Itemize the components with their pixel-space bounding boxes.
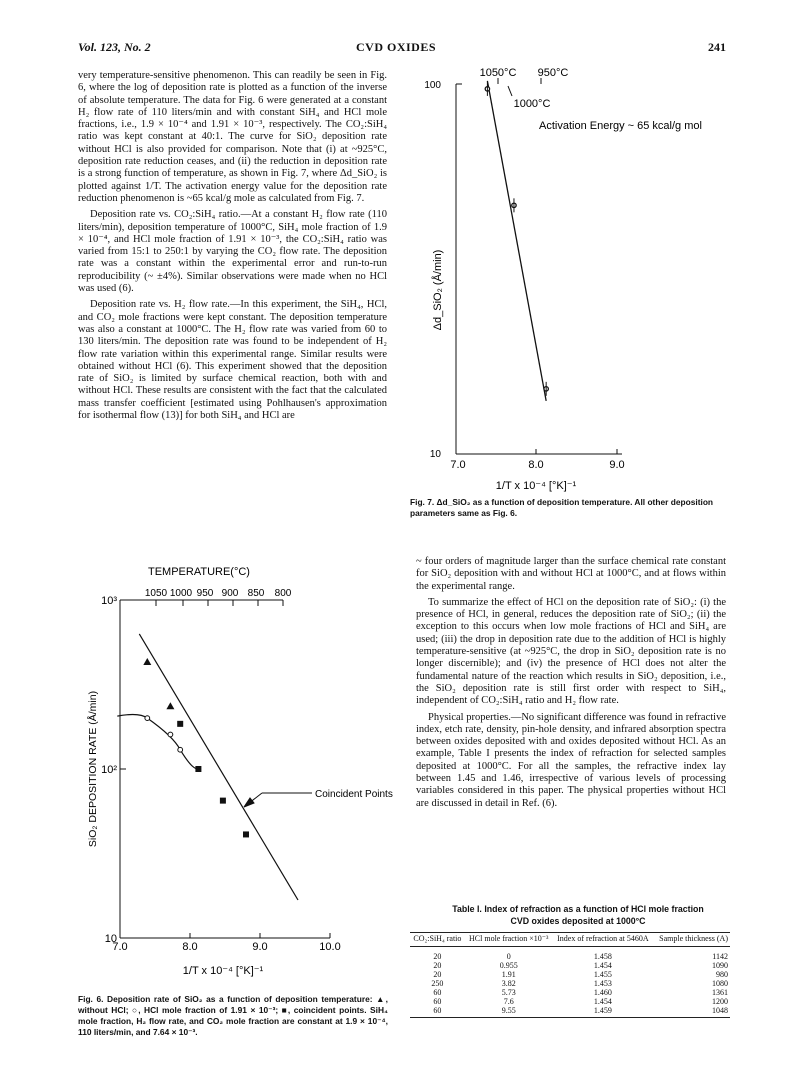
fig6-annotation-arrowhead <box>244 798 254 807</box>
table-cell: 1.455 <box>593 970 612 979</box>
fig7-ytick-label: 100 <box>424 80 441 91</box>
table-cell: 20 <box>433 961 442 970</box>
right-column-text <box>416 556 726 814</box>
table-row <box>410 970 730 979</box>
fig6-square-point <box>220 798 226 804</box>
table-cell: 250 <box>431 979 444 988</box>
table-cell: 1361 <box>712 988 728 997</box>
fig6-series-curve-hcl <box>117 715 198 770</box>
fig6-caption: Fig. 6. Deposition rate of SiO₂ as a function of deposition temperature: ▲, without HCl; ○, HCl mole fraction of 1.91 × 10⁻³; ■, coincident points. SiH₄ mole fraction, H₂ flow rate, and CO₂ mole fraction are constant at 1.9 × 10⁻⁴, 110 liters/min, and 7.64 × 10⁻³. <box>78 994 388 1037</box>
fig7-caption: Fig. 7. Δd_SiO₂ as a function of deposition temperature. All other deposition parameters same as Fig. 6. <box>410 497 714 518</box>
table-row <box>410 997 730 1006</box>
table-row <box>410 947 730 962</box>
fig6-triangle-point <box>166 702 174 709</box>
fig7-series-line <box>487 81 546 401</box>
fig6-xtick-label: 7.0 <box>112 941 128 953</box>
table-title <box>430 903 726 927</box>
fig7-xtick-label: 9.0 <box>609 459 625 471</box>
fig6-square-point <box>243 831 249 837</box>
table-header: CO₂:SiH₄ ratio <box>410 933 465 947</box>
fig6-triangle-point <box>143 658 151 665</box>
table-cell: 980 <box>716 970 728 979</box>
table-cell: 7.6 <box>503 997 514 1006</box>
table-header: HCl mole fraction ×10⁻³ <box>465 933 553 947</box>
fig6-square-point <box>195 766 201 772</box>
fig6-coincident-points-label: Coincident Points <box>315 789 393 800</box>
fig6-top-tick-label: 800 <box>274 588 292 599</box>
fig6-ytick-label: 10² <box>101 764 117 776</box>
fig6-top-tick-label: 950 <box>196 588 214 599</box>
fig6-series-line-no-hcl <box>139 634 298 900</box>
fig6-top-tick-label: 1050 <box>144 588 168 599</box>
journal-volume: Vol. 123, No. 2 <box>78 40 151 54</box>
fig7-data-point <box>485 87 489 91</box>
fig6-top-tick-label: 850 <box>247 588 265 599</box>
paragraph: Deposition rate vs. H₂ flow rate.—In this experiment, the SiH₄, HCl, and CO₂ mole fractions were kept constant. The deposition temperature was also a constant at 1000°C. The H₂ flow rate was varied from 60 to 130 liters/min. The deposition rate was found to be independent of H₂ flow rate variation within this experimental range. Similar results were obtained without HCl (6). This experiment showed that the deposition rate of SiO₂ is limited by surface chemical reaction, both with and without HCl. These results are consistent with the fact that the calculated mass transfer coefficient [estimated using Pohlhausen's approximation for isothermal flow (13)] for both SiH₄ and HCl are <box>78 299 387 422</box>
table-cell: 1.458 <box>593 952 612 961</box>
table-cell: 0.955 <box>499 961 518 970</box>
table-cell: 1142 <box>712 952 728 961</box>
table-cell: 1.453 <box>593 979 612 988</box>
paragraph: ~ four orders of magnitude larger than the surface chemical rate constant for SiO₂ deposition with and without HCl at 1000°C, and at flows within the experimental range. <box>416 556 726 592</box>
refraction-table <box>410 932 730 1018</box>
fig7-activation-energy: Activation Energy ~ 65 kcal/g mol <box>539 120 702 132</box>
fig6-ytick-label: 10 <box>104 933 117 945</box>
fig6-xtick-label: 10.0 <box>319 941 341 953</box>
table-cell: 60 <box>433 997 442 1006</box>
paragraph: very temperature-sensitive phenomenon. This can readily be seen in Fig. 6, where the log of deposition rate is plotted as a function of the inverse of absolute temperature. The data for Fig. 6 were generated at a constant H₂ flow rate of 110 liters/min and with constant SiH₄ and HCl mole fractions, i.e., 1.9 × 10⁻⁴ and 1.91 × 10⁻³, respectively. The CO₂:SiH₄ ratio was kept constant at 40:1. The curve for SiO₂ deposition rate without HCl is also provided for comparison. Note that (i) at ~925°C, deposition rate reduction ceases, and (ii) the reduction in deposition rate is a strong function of temperature, as shown in Fig. 7, where Δd_SiO₂ is plotted against 1/T. The activation energy value for the deposition rate reduction phenomenon is ~65 kcal/g mole as calculated from Fig. 7. <box>78 70 387 204</box>
fig7-top-temp: 950°C <box>537 67 569 79</box>
fig6-top-tick-label: 1000 <box>169 588 193 599</box>
table-cell: 20 <box>433 970 442 979</box>
table-cell: 1.454 <box>593 997 612 1006</box>
table-cell: 5.73 <box>501 988 516 997</box>
fig7-1000c-arrow <box>508 86 512 96</box>
fig6-square-point <box>177 721 183 727</box>
fig7-ytick-label: 10 <box>429 449 441 460</box>
table-cell: 1200 <box>712 997 728 1006</box>
page-number: 241 <box>708 40 726 54</box>
table-cell: 0 <box>506 952 511 961</box>
table-cell: 1048 <box>653 1006 730 1018</box>
table-cell: 1.454 <box>593 961 612 970</box>
table-row <box>410 1006 730 1018</box>
fig7-xtick-label: 8.0 <box>528 459 544 471</box>
table-cell: 20 <box>433 952 442 961</box>
fig7-y-axis-label: Δd_SiO₂ (Å/min) <box>432 249 444 331</box>
table-header-row <box>410 933 730 947</box>
paragraph: Deposition rate vs. CO₂:SiH₄ ratio.—At a constant H₂ flow rate (110 liters/min), deposition temperature of 1000°C, SiH₄ mole fraction of 1.9 × 10⁻⁴, and HCl mole fraction of 1.91 × 10⁻³, the CO₂:SiH₄ ratio was varied from 15:1 to 250:1 by varying the CO₂ flow rate. The deposition rate was a constant within the experimental error and run-to-run reproducibility (~ ±4%). Similar observations were made when no HCl was used (6). <box>78 209 387 295</box>
table-row <box>410 961 730 970</box>
table-header: Sample thickness (A) <box>653 933 730 947</box>
table-cell: 60 <box>410 1006 465 1018</box>
table-row <box>410 979 730 988</box>
table-title-line: CVD oxides deposited at 1000°C <box>510 916 646 926</box>
fig7-data-point <box>544 387 548 391</box>
left-column-text <box>78 70 387 426</box>
table-header: Index of refraction at 5460A <box>553 933 654 947</box>
fig7-1000c-label: 1000°C <box>513 98 551 110</box>
fig6-xtick-label: 8.0 <box>182 941 198 953</box>
table-cell: 3.82 <box>501 979 516 988</box>
table-cell: 1.459 <box>553 1006 654 1018</box>
fig6-annotation-leader <box>244 793 262 807</box>
table-row <box>410 988 730 997</box>
fig7-xtick-label: 7.0 <box>450 459 466 471</box>
fig6-y-axis-label: SiO₂ DEPOSITION RATE (Å/min) <box>87 690 99 848</box>
fig6-ytick-label: 10³ <box>101 595 117 607</box>
fig6-xtick-label: 9.0 <box>252 941 268 953</box>
fig6-x-axis-label: 1/T x 10⁻⁴ [°K]⁻¹ <box>182 965 264 977</box>
fig6-top-tick-label: 900 <box>221 588 239 599</box>
table-cell: 1080 <box>712 979 728 988</box>
fig6-top-axis-label: TEMPERATURE(°C) <box>148 566 250 578</box>
fig6-circle-point <box>168 732 173 737</box>
fig7-top-temp: 1050°C <box>479 67 517 79</box>
table-cell: 60 <box>433 988 442 997</box>
table-cell: 1.91 <box>501 970 516 979</box>
fig6-circle-point <box>145 716 150 721</box>
paragraph: To summarize the effect of HCl on the deposition rate of SiO₂: (i) the presence of HCl, in general, reduces the deposition rate of SiO₂; (ii) the exception to this occurs when low mole fractions of HCl and SiH₄ are used; (iii) the drop in deposition rate due to the addition of HCl is highly temperature-sensitive (at ~925°C, the drop in SiO₂ deposition rate is no longer discernible); and (iv) the presence of HCl does not alter the fundamental nature of the reaction which results in SiO₂ deposition, i.e., the SiO₂ deposition rate is still first order with respect to SiH₄, independent of CO₂:SiH₄ ratio and H₂ flow rate. <box>416 596 726 707</box>
fig7-data-point <box>512 203 516 207</box>
running-title: CVD OXIDES <box>355 40 436 54</box>
table-cell: 1090 <box>712 961 728 970</box>
table-cell: 1.460 <box>593 988 612 997</box>
paragraph: Physical properties.—No significant difference was found in refractive index, etch rate, density, pin-hole density, and infrared absorption spectra between oxides deposited with and oxides deposited without HCl. As an example, Table I presents the index of refraction for selected samples deposited at 1000°C. For all the samples, the refractive index lay between 1.45 and 1.46, irrespective of various levels of processing variables considered in this paper. The physical properties without HCl are discussed in detail in Ref. (6). <box>416 711 726 809</box>
table-cell: 9.55 <box>465 1006 553 1018</box>
fig6-circle-point <box>178 747 183 752</box>
table-title-line: Table I. Index of refraction as a function of HCl mole fraction <box>452 904 704 914</box>
fig7-x-axis-label: 1/T x 10⁻⁴ [°K]⁻¹ <box>495 480 577 492</box>
